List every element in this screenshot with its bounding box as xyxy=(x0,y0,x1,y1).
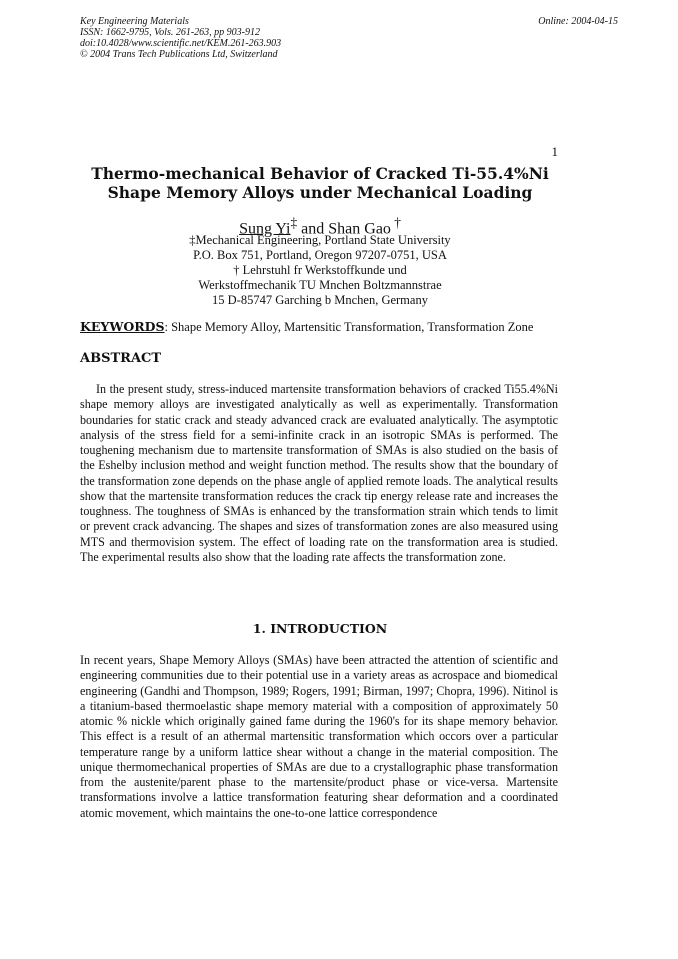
author-and: and xyxy=(297,220,329,238)
affiliation-line: † Lehrstuhl fr Werkstoffkunde und xyxy=(233,263,407,277)
online-date: Online: 2004-04-15 xyxy=(538,16,618,27)
abstract-text: In the present study, stress-induced martensite transformation behaviors of cracked Ti55.4%Ni shape memory alloys are investigated analytically as well as experimentally. Transformation boundaries for static crack and steady advanced crack are evaluated analytically. The asymptotic analysis of the stress field for a semi-infinite crack in an isotropic SMAs is performed. The toughening mechanism due to martensite transformation of SMAs is also studied on the basis of the Eshelby inclusion method and weight function method. The results show that the boundary of the transformation zone depends on the phase angle of applied remote loads. The analytical results show that the martensite transformation reduces the crack tip energy release rate and increases the toughness. The toughness of SMAs is enhanced by the transformation strain which tends to limit or prevent crack advancing. The shapes and sizes of transformation zones are also measured using MTS and thermovision system. The effect of loading rate on the transformation area is studied. The experimental results also show that the loading rate affects the transformation zone. xyxy=(80,382,558,564)
affiliation-line: ‡Mechanical Engineering, Portland State University xyxy=(189,233,451,247)
introduction-text: In recent years, Shape Memory Alloys (SMAs) have been attracted the attention of scientific and engineering communities due to their potential use in a variety areas as acrospace and biomedical engineering (Gandhi and Thompson, 1989; Rogers, 1991; Birman, 1997; Chopra, 1996). Nitinol is a titanium-based thermoelastic shape memory material with a composition of approximately 50 atomic % nickle which originally gained fame during the 1960's for its shape memory behavior. This effect is a result of an athermal martensitic transformation which occors over a particular temperature range by a uniform lattice shear without a change in the material composition. The unique thermomechanical properties of SMAs are due to a crystallographic phase transformation from the austenite/parent phase to the martensite/product phase or vice-versa. Martensite transformations involve a lattice transformation featuring shear deformation and a coordinated atomic movement, which maintains the one-to-one lattice correspondence xyxy=(80,653,558,820)
keywords-text: : Shape Memory Alloy, Martensitic Transformation, Transformation Zone xyxy=(164,320,534,334)
author-2: Shan Gao xyxy=(328,220,391,238)
copyright-line: © 2004 Trans Tech Publications Ltd, Switzerland xyxy=(80,49,278,60)
affiliation-line: Werkstoffmechanik TU Mnchen Boltzmannstrae xyxy=(198,278,442,292)
paper-title xyxy=(80,164,560,202)
journal-name: Key Engineering Materials xyxy=(80,16,189,27)
affiliation-line: 15 D-85747 Garching b Mnchen, Germany xyxy=(212,293,428,307)
author-2-mark: † xyxy=(390,215,401,230)
introduction-heading: 1. INTRODUCTION xyxy=(252,621,388,636)
page-number: 1 xyxy=(551,144,558,159)
title-line-1: Thermo-mechanical Behavior of Cracked Ti-55.4%Ni xyxy=(91,164,549,183)
doi-line: doi:10.4028/www.scientific.net/KEM.261-263.903 xyxy=(80,38,282,49)
affiliation-line: P.O. Box 751, Portland, Oregon 97207-0751, USA xyxy=(193,248,447,262)
author-1: Sung Yi xyxy=(239,220,291,238)
author-1-mark: ‡ xyxy=(290,215,298,230)
affiliations xyxy=(80,233,560,308)
issn-line: ISSN: 1662-9795, Vols. 261-263, pp 903-912 xyxy=(80,27,260,38)
title-line-2: Shape Memory Alloys under Mechanical Loading xyxy=(107,183,533,202)
abstract-heading: ABSTRACT xyxy=(80,351,162,366)
keywords xyxy=(80,319,580,335)
journal-header xyxy=(80,16,618,60)
keywords-label: KEYWORDS xyxy=(80,319,165,334)
